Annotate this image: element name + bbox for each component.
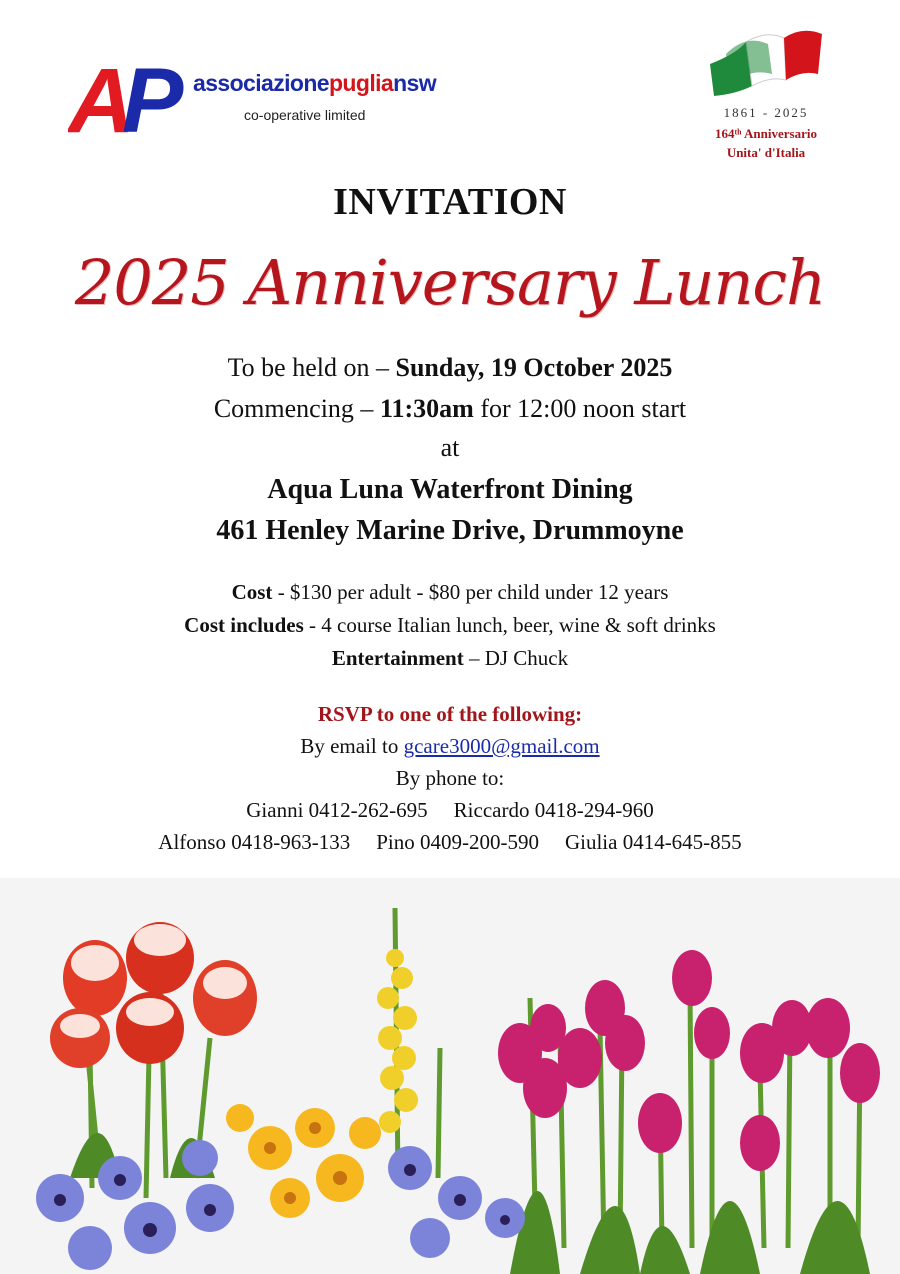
event-date-prefix: To be held on – [227, 353, 396, 382]
contacts-row-2 [0, 830, 900, 855]
contact-giulia: Giulia 0414-645-855 [564, 830, 742, 854]
event-time-line [0, 394, 900, 424]
event-time-suffix: for 12:00 noon start [473, 394, 687, 423]
svg-text:A: A [68, 50, 127, 138]
badge-anniversary: 164ᵗʰ Anniversario [715, 126, 817, 141]
event-time-prefix: Commencing – [213, 394, 380, 423]
association-name-part3: nsw [393, 70, 437, 96]
rsvp-heading: RSVP to one of the following: [317, 702, 583, 726]
event-title: 2025 Anniversary Lunch [74, 246, 826, 319]
rsvp-email-line [0, 734, 900, 759]
cost-label: Cost [231, 580, 273, 604]
rsvp-email-prefix: By email to [300, 734, 404, 758]
entertainment-label: Entertainment [331, 646, 464, 670]
badge-years: 1861 - 2025 [723, 105, 809, 120]
contact-alfonso: Alfonso 0418-963-133 [158, 830, 351, 854]
contact-pino: Pino 0409-200-590 [376, 830, 539, 854]
cost-includes-line [0, 613, 900, 638]
entertainment-text: – DJ Chuck [463, 646, 569, 670]
contact-riccardo: Riccardo 0418-294-960 [453, 798, 654, 822]
association-logo [68, 50, 186, 138]
entertainment-line [0, 646, 900, 671]
venue-address: 461 Henley Marine Drive, Drummoyne [216, 515, 684, 546]
event-time: 11:30am [379, 394, 474, 423]
cost-includes-label: Cost includes [184, 613, 304, 637]
contact-gianni: Gianni 0412-262-695 [246, 798, 428, 822]
cost-text: - $130 per adult - $80 per child under 12 years [272, 580, 669, 604]
badge-unity: Unita' d'Italia [726, 145, 806, 160]
rsvp-phone-label: By phone to: [395, 766, 505, 790]
association-name-part2: puglia [328, 70, 394, 96]
event-date: Sunday, 19 October 2025 [395, 353, 673, 382]
flowers-illustration [0, 878, 900, 1274]
rsvp-email-link[interactable]: gcare3000@gmail.com [403, 734, 600, 758]
association-name [193, 70, 436, 97]
event-date-line [0, 353, 900, 383]
at-text: at [440, 433, 460, 462]
italian-flag-icon [706, 24, 826, 100]
contacts-row-1 [0, 798, 900, 823]
association-subtitle: co-operative limited [244, 107, 366, 123]
invitation-heading: INVITATION [333, 181, 567, 223]
venue-name: Aqua Luna Waterfront Dining [267, 474, 633, 505]
association-name-part1: associazione [193, 70, 329, 96]
cost-includes-text: - 4 course Italian lunch, beer, wine & soft drinks [303, 613, 716, 637]
svg-text:P: P [122, 50, 184, 138]
cost-line [0, 580, 900, 605]
